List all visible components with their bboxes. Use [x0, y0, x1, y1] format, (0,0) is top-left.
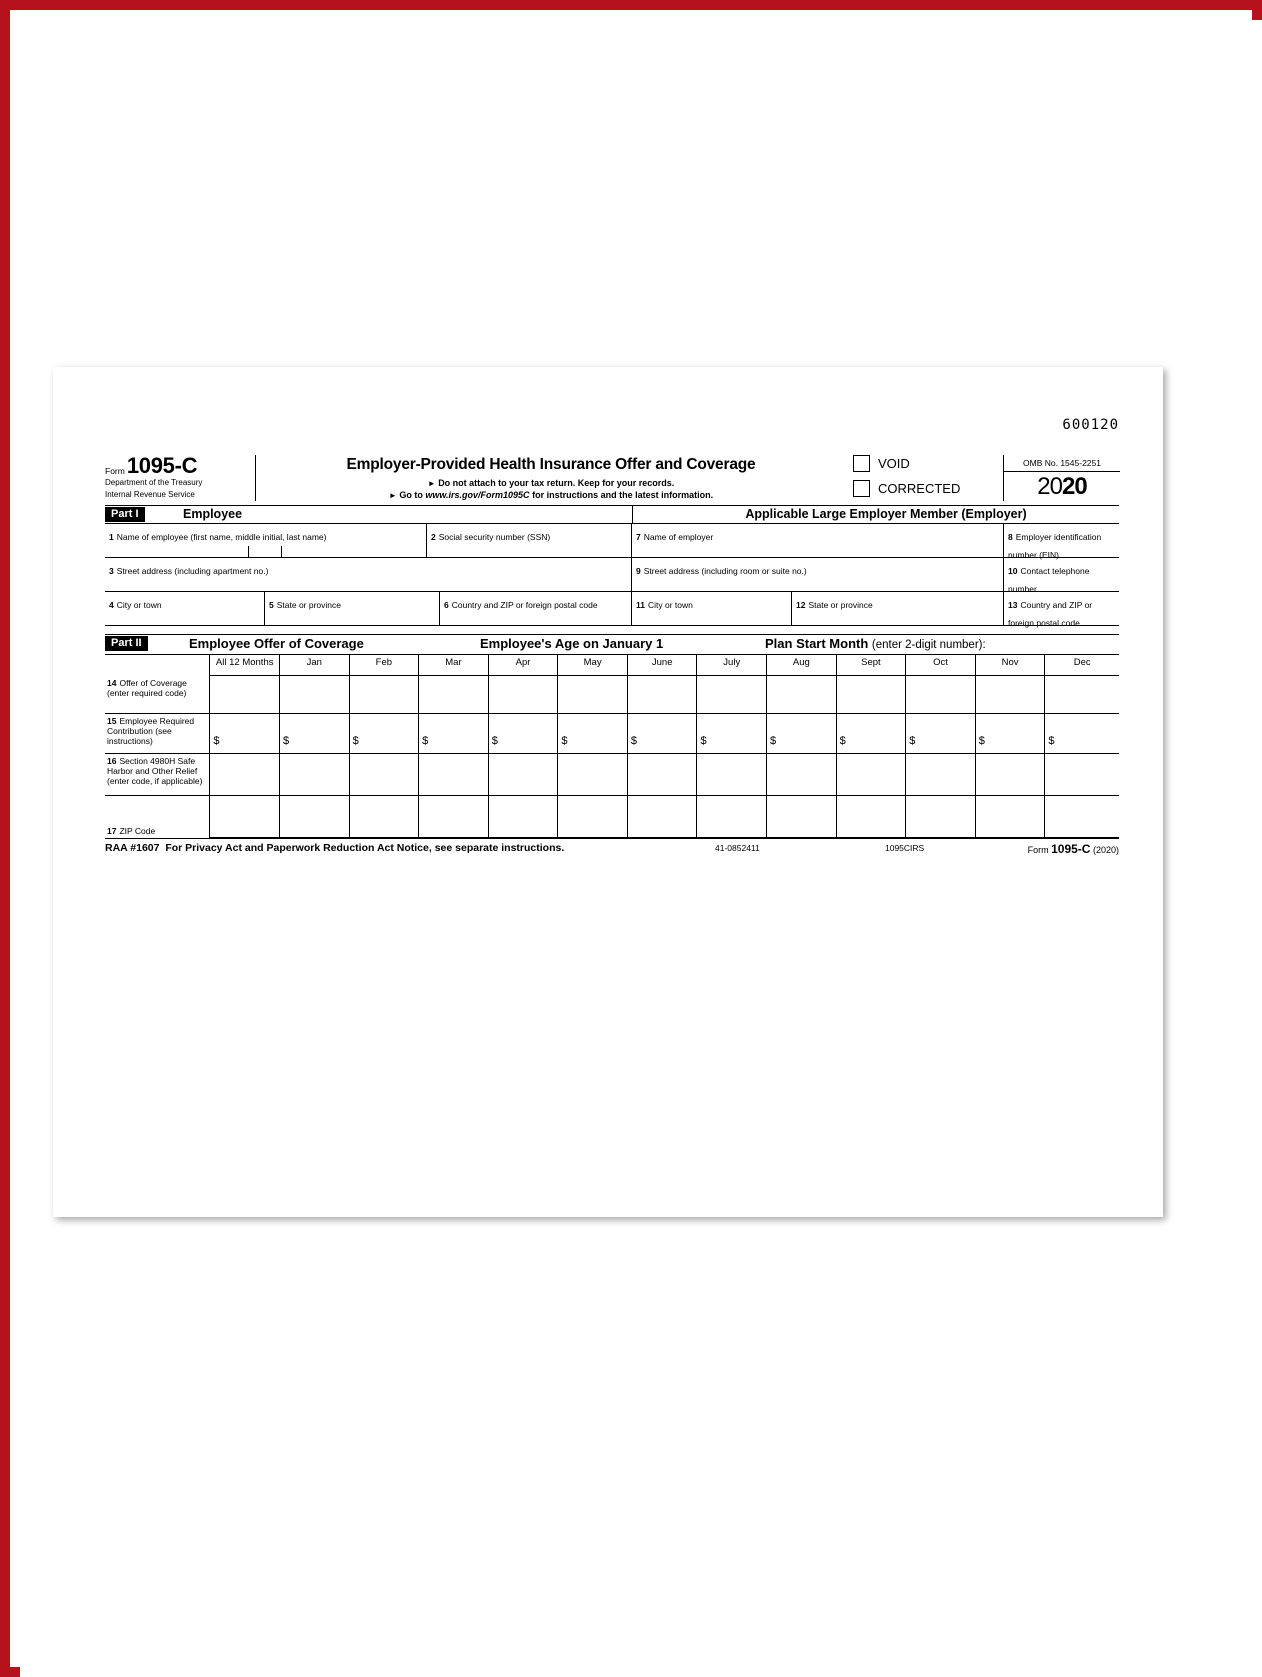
cell-15-may[interactable]: [558, 714, 628, 754]
footer-privacy-text: For Privacy Act and Paperwork Reduction Act Notice, see separate instructions.: [165, 842, 565, 854]
cell-16-apr[interactable]: [488, 754, 558, 796]
field-1-label: Name of employee (first name, middle initial, last name): [116, 532, 327, 542]
dollar-sign-5: $: [491, 735, 498, 747]
field-11-label: City or town: [648, 600, 693, 610]
field-12-number: 12: [796, 600, 806, 610]
row-16-label: [105, 754, 210, 796]
cell-16-jan[interactable]: [280, 754, 350, 796]
field-ssn[interactable]: [427, 524, 632, 557]
control-number: 600120: [1062, 417, 1119, 433]
row-17-label: [105, 796, 210, 838]
form-title-block: [255, 455, 847, 500]
dollar-sign-6: $: [561, 735, 568, 747]
cell-17-all12[interactable]: [210, 796, 280, 838]
table-row-16: [105, 754, 1119, 796]
field-3-label: Street address (including apartment no.): [116, 566, 269, 576]
cell-17-dec[interactable]: [1045, 796, 1119, 838]
cell-17-oct[interactable]: [906, 796, 976, 838]
cell-15-apr[interactable]: [488, 714, 558, 754]
field-3-number: 3: [109, 566, 114, 576]
void-checkbox[interactable]: [853, 455, 870, 472]
row-15-number: 15: [107, 716, 117, 726]
cell-15-july[interactable]: [697, 714, 767, 754]
agency-line-1: Department of the Treasury: [105, 478, 203, 487]
part2-months-table: [105, 655, 1119, 838]
cell-17-aug[interactable]: [767, 796, 837, 838]
field-10-label: Contact telephone number: [1008, 566, 1090, 594]
row-14-number: 14: [107, 677, 117, 688]
omb-block: [1003, 455, 1120, 501]
plan-start-month-hint: (enter 2-digit number):: [871, 639, 986, 651]
dollar-sign-13: $: [1048, 735, 1055, 747]
field-employee-name[interactable]: [105, 524, 427, 557]
name-ticks: [105, 546, 426, 557]
form-number: 1095-C: [126, 453, 198, 478]
part1-employee-heading: Employee: [183, 507, 243, 521]
part2-offer-heading: Employee Offer of Coverage: [189, 636, 364, 651]
field-employer-country-zip[interactable]: [1004, 592, 1119, 628]
tax-year-prefix: 20: [1037, 473, 1062, 500]
cell-14-aug[interactable]: [767, 676, 837, 714]
col-aug: Aug: [767, 655, 837, 676]
dollar-sign-9: $: [770, 735, 777, 747]
field-6-number: 6: [444, 600, 449, 610]
field-8-label: Employer identification number (EIN): [1008, 532, 1102, 560]
cell-14-mar[interactable]: [419, 676, 489, 714]
cell-17-mar[interactable]: [419, 796, 489, 838]
form-word-label: Form: [105, 466, 125, 476]
part1-tag: Part I: [105, 507, 145, 522]
part1-row-1: [105, 524, 1119, 558]
instructions-prefix: Go to: [399, 490, 423, 500]
cell-14-apr[interactable]: [488, 676, 558, 714]
footer-form-year: (2020): [1092, 845, 1119, 855]
irs-form-1095c: [105, 417, 1119, 859]
cell-17-apr[interactable]: [488, 796, 558, 838]
col-may: May: [558, 655, 628, 676]
field-employer-state[interactable]: [792, 592, 1004, 625]
field-employee-country-zip[interactable]: [440, 592, 632, 625]
field-2-label: Social security number (SSN): [438, 532, 551, 542]
footer-notice: [105, 842, 564, 854]
field-11-number: 11: [636, 600, 645, 610]
cell-15-sept[interactable]: [836, 714, 906, 754]
corrected-checkbox[interactable]: [853, 480, 870, 497]
corrected-label: CORRECTED: [878, 481, 961, 496]
cell-14-nov[interactable]: [975, 676, 1045, 714]
footer-raa: RAA #1607: [105, 842, 160, 854]
dollar-sign-8: $: [700, 735, 707, 747]
cell-16-june[interactable]: [627, 754, 697, 796]
part1-header-bar: [105, 505, 1119, 524]
dollar-sign-10: $: [839, 735, 846, 747]
form-instructions-line: [255, 490, 847, 500]
cell-14-july[interactable]: [697, 676, 767, 714]
cell-15-aug[interactable]: [767, 714, 837, 754]
field-employee-city[interactable]: [105, 592, 265, 625]
status-checkbox-group: [853, 455, 993, 505]
form-identity-block: [105, 455, 256, 501]
cell-14-dec[interactable]: [1045, 676, 1119, 714]
table-row-17: [105, 796, 1119, 838]
form-sheet: [53, 367, 1163, 1217]
part1-divider: [632, 506, 633, 523]
cell-16-all12[interactable]: [210, 754, 280, 796]
col-june: June: [627, 655, 697, 676]
form-footer: [105, 838, 1119, 859]
plan-start-month-label: Plan Start Month: [765, 636, 869, 651]
field-13-number: 13: [1008, 600, 1018, 610]
col-mar: Mar: [419, 655, 489, 676]
cell-17-nov[interactable]: [975, 796, 1045, 838]
form-header: [105, 455, 1119, 503]
dollar-sign-3: $: [352, 735, 359, 747]
row-16-number: 16: [107, 756, 117, 766]
field-ein[interactable]: [1004, 524, 1119, 560]
footer-form-word: Form: [1027, 845, 1049, 855]
cell-14-oct[interactable]: [906, 676, 976, 714]
months-header-corner: [105, 655, 210, 676]
cell-14-june[interactable]: [627, 676, 697, 714]
field-5-label: State or province: [276, 600, 341, 610]
footer-cat-number: 41-0852411: [715, 843, 760, 853]
field-6-label: Country and ZIP or foreign postal code: [451, 600, 598, 610]
field-employer-street[interactable]: [632, 558, 1004, 591]
col-jan: Jan: [280, 655, 350, 676]
part2-tag: Part II: [105, 636, 148, 651]
row-16-text: Section 4980H Safe Harbor and Other Relief (enter code, if applicable): [107, 756, 203, 786]
cell-14-jan[interactable]: [280, 676, 350, 714]
row-17-number: 17: [107, 826, 117, 836]
col-apr: Apr: [488, 655, 558, 676]
field-12-label: State or province: [808, 600, 873, 610]
tax-year: [1004, 472, 1120, 501]
row-17-text-wrap: [107, 798, 209, 836]
form-title: Employer-Provided Health Insurance Offer and Coverage: [346, 456, 756, 473]
field-13-label: Country and ZIP or foreign postal code: [1008, 600, 1093, 628]
cell-17-july[interactable]: [697, 796, 767, 838]
cell-16-nov[interactable]: [975, 754, 1045, 796]
part1-row-3: [105, 592, 1119, 626]
cell-15-feb[interactable]: [349, 714, 419, 754]
dollar-sign-11: $: [909, 735, 916, 747]
cell-14-sept[interactable]: [836, 676, 906, 714]
row-15-text: Employee Required Contribution (see instructions): [107, 716, 195, 746]
field-2-number: 2: [431, 532, 436, 542]
dollar-sign-2: $: [283, 735, 290, 747]
cell-16-feb[interactable]: [349, 754, 419, 796]
cell-15-mar[interactable]: [419, 714, 489, 754]
cell-15-june[interactable]: [627, 714, 697, 754]
col-oct: Oct: [906, 655, 976, 676]
field-7-label: Name of employer: [643, 532, 714, 542]
dollar-sign-1: $: [213, 735, 220, 747]
footer-form-number: 1095-C: [1051, 842, 1091, 856]
cell-15-jan[interactable]: [280, 714, 350, 754]
instructions-suffix: for instructions and the latest information.: [532, 490, 714, 500]
dollar-sign-7: $: [630, 735, 638, 747]
cell-17-sept[interactable]: [836, 796, 906, 838]
arrow-icon: ►: [427, 479, 436, 488]
part2-plan-heading: [765, 636, 986, 651]
field-employer-city[interactable]: [632, 592, 792, 625]
cell-15-oct[interactable]: [906, 714, 976, 754]
cell-15-all12[interactable]: [210, 714, 280, 754]
field-4-label: City or town: [116, 600, 162, 610]
table-row-15: [105, 714, 1119, 754]
part1-employer-heading: Applicable Large Employer Member (Employer): [745, 507, 1027, 521]
part1-row-2: [105, 558, 1119, 592]
col-sept: Sept: [836, 655, 906, 676]
footer-form-id: [1028, 842, 1119, 856]
field-8-number: 8: [1008, 532, 1013, 542]
cell-16-sept[interactable]: [836, 754, 906, 796]
field-1-number: 1: [109, 532, 114, 542]
cell-16-mar[interactable]: [419, 754, 489, 796]
arrow-icon-2: ►: [388, 491, 397, 500]
col-july: July: [697, 655, 767, 676]
dollar-sign-12: $: [978, 735, 985, 747]
col-nov: Nov: [975, 655, 1045, 676]
field-employee-state[interactable]: [265, 592, 440, 625]
cell-14-feb[interactable]: [349, 676, 419, 714]
cell-17-jan[interactable]: [280, 796, 350, 838]
cell-17-june[interactable]: [627, 796, 697, 838]
corrected-row[interactable]: [853, 480, 993, 497]
field-4-number: 4: [109, 600, 114, 610]
page-background: [20, 20, 1262, 1677]
cell-14-may[interactable]: [558, 676, 628, 714]
agency-line-2: Internal Revenue Service: [105, 489, 195, 499]
cell-16-july[interactable]: [697, 754, 767, 796]
omb-number: OMB No. 1545-2251: [1004, 455, 1120, 472]
part2-header-bar: [105, 634, 1119, 655]
row-14-text: Offer of Coverage (enter required code): [107, 677, 187, 698]
cell-16-may[interactable]: [558, 754, 628, 796]
field-employee-street[interactable]: [105, 558, 632, 591]
cell-15-dec[interactable]: [1045, 714, 1119, 754]
cell-17-feb[interactable]: [349, 796, 419, 838]
field-contact-phone[interactable]: [1004, 558, 1119, 594]
form-subtitle: [255, 478, 847, 488]
field-employer-name[interactable]: [632, 524, 1004, 557]
row-17-text: ZIP Code: [119, 826, 156, 836]
part2-age-heading: Employee's Age on January 1: [480, 636, 664, 651]
cell-14-all12[interactable]: [210, 676, 280, 714]
col-all-12-months: All 12 Months: [210, 655, 280, 676]
field-7-number: 7: [636, 532, 641, 542]
row-14-label: [105, 676, 210, 714]
instructions-url[interactable]: www.irs.gov/Form1095C: [425, 490, 530, 500]
void-row[interactable]: [853, 455, 993, 472]
col-dec: Dec: [1045, 655, 1119, 676]
table-row-14: [105, 676, 1119, 714]
months-header-row: [105, 655, 1119, 676]
cell-16-dec[interactable]: [1045, 754, 1119, 796]
tax-year-suffix: 20: [1062, 473, 1087, 500]
col-feb: Feb: [349, 655, 419, 676]
cell-16-aug[interactable]: [767, 754, 837, 796]
field-5-number: 5: [269, 600, 274, 610]
row-15-label: [105, 714, 210, 754]
cell-17-may[interactable]: [558, 796, 628, 838]
field-10-number: 10: [1008, 566, 1018, 576]
void-label: VOID: [878, 456, 910, 471]
field-9-number: 9: [636, 566, 641, 576]
cell-16-oct[interactable]: [906, 754, 976, 796]
dollar-sign-4: $: [422, 735, 429, 747]
form-subtitle-text: Do not attach to your tax return. Keep for your records.: [438, 478, 675, 488]
footer-code: 1095CIRS: [885, 843, 925, 853]
cell-15-nov[interactable]: [975, 714, 1045, 754]
field-9-label: Street address (including room or suite no.): [643, 566, 807, 576]
